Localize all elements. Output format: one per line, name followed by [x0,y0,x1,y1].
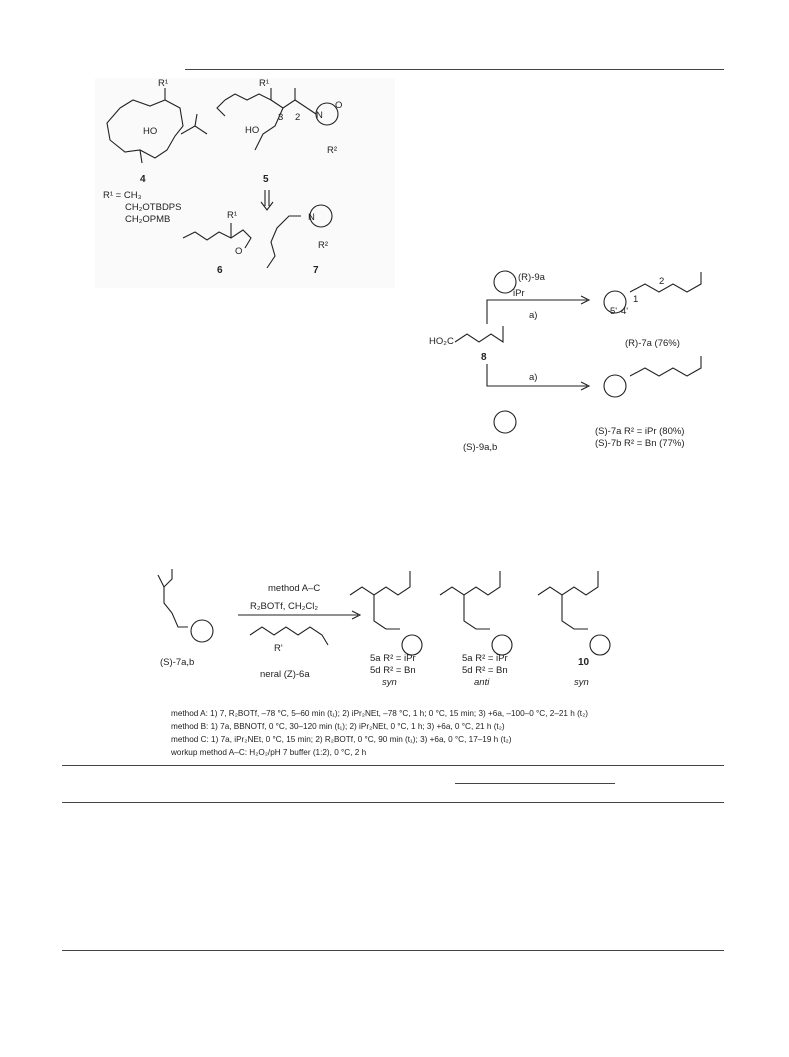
ho-label: HO [143,126,158,137]
method-b-text: method B: 1) 7a, BBNOTf, 0 °C, 30–120 min (t₁); 2) iPr₂NEt, 0 °C, 1 h; 3) +6a, 0 °C, 21 h (t₂) [171,722,505,731]
product1-line1: 5a R² = iPr [370,653,416,664]
scheme3-aldol [150,565,640,705]
scheme1-retrosynthesis [95,78,395,288]
step-label-bottom: a) [529,372,538,383]
table-group-rule [455,783,615,784]
compound-6-label: 6 [217,265,223,276]
method-a-text: method A: 1) 7, R₂BOTf, –78 °C, 5–60 min (t₁); 2) iPr₂NEt, –78 °C, 1 h; 0 °C, 15 min; 3) +6a, –100–0 °C, 2–21 h (t₂) [171,709,588,718]
compound-7-label: 7 [313,265,319,276]
reactant-label: (S)-7a,b [160,657,195,668]
product3-stereo: syn [574,677,589,688]
reagent-top-label: (R)-9a [518,272,545,283]
reagent-top-group: iPr [513,288,525,299]
acid-label: HO₂C [429,336,454,347]
r2-label-5: R² [327,145,338,156]
ho-label-5: HO [245,125,260,136]
substituent-option-2: CH₂OPMB [125,214,171,225]
product1-stereo: syn [382,677,397,688]
substituent-label: R¹ = CH₃ [103,190,142,201]
compound-8-label: 8 [481,352,487,363]
n-label-5: N [316,110,323,121]
o-label-6: O [235,246,243,257]
compound-4-label: 4 [140,174,146,185]
r-prime-label: R' [274,643,283,654]
pos4-label: 4' [621,306,629,317]
r1-label: R¹ [158,78,169,89]
pos5-label: 5' [610,306,618,317]
substituent-option-1: CH₂OTBDPS [125,202,182,213]
pos2-label: 2 [295,112,301,123]
r1-label-6: R¹ [227,210,238,221]
scheme2-acylation [425,262,725,462]
product-bottom-line2: (S)-7b R² = Bn (77%) [595,438,685,449]
pos2-label-s2: 2 [659,276,665,287]
product2-line1: 5a R² = iPr [462,653,508,664]
step-label-top: a) [529,310,538,321]
pos3-label: 3 [278,112,284,123]
n-label-7: N [308,212,315,223]
top-rule [185,69,724,70]
arrow-reagent-label: R₂BOTf, CH₂Cl₂ [250,601,319,612]
r2-label-7: R² [318,240,329,251]
product2-stereo: anti [474,677,490,688]
r1-label-5: R¹ [259,78,270,89]
arrow-method-label: method A–C [268,583,321,594]
product1-line2: 5d R² = Bn [370,665,416,676]
reagent-bottom-label: (S)-9a,b [463,442,498,453]
workup-text: workup method A–C: H₂O₂/pH 7 buffer (1:2), 0 °C, 2 h [171,748,367,757]
table-bottom-rule [62,950,724,951]
compound-5-label: 5 [263,174,269,185]
product3-label: 10 [578,657,590,668]
o-label-5: O [335,100,343,111]
product-top-label: (R)-7a (76%) [625,338,680,349]
product-bottom-line1: (S)-7a R² = iPr (80%) [595,426,685,437]
table-header-rule [62,802,724,803]
pos1-label: 1 [633,294,639,305]
aldehyde-label: neral (Z)-6a [260,669,310,680]
table-top-rule [62,765,724,766]
product2-line2: 5d R² = Bn [462,665,508,676]
method-c-text: method C: 1) 7a, iPr₂NEt, 0 °C, 15 min; 2) R₂BOTf, 0 °C, 90 min (t₁); 3) +6a, 0 °C, 17–19 h (t₂) [171,735,512,744]
